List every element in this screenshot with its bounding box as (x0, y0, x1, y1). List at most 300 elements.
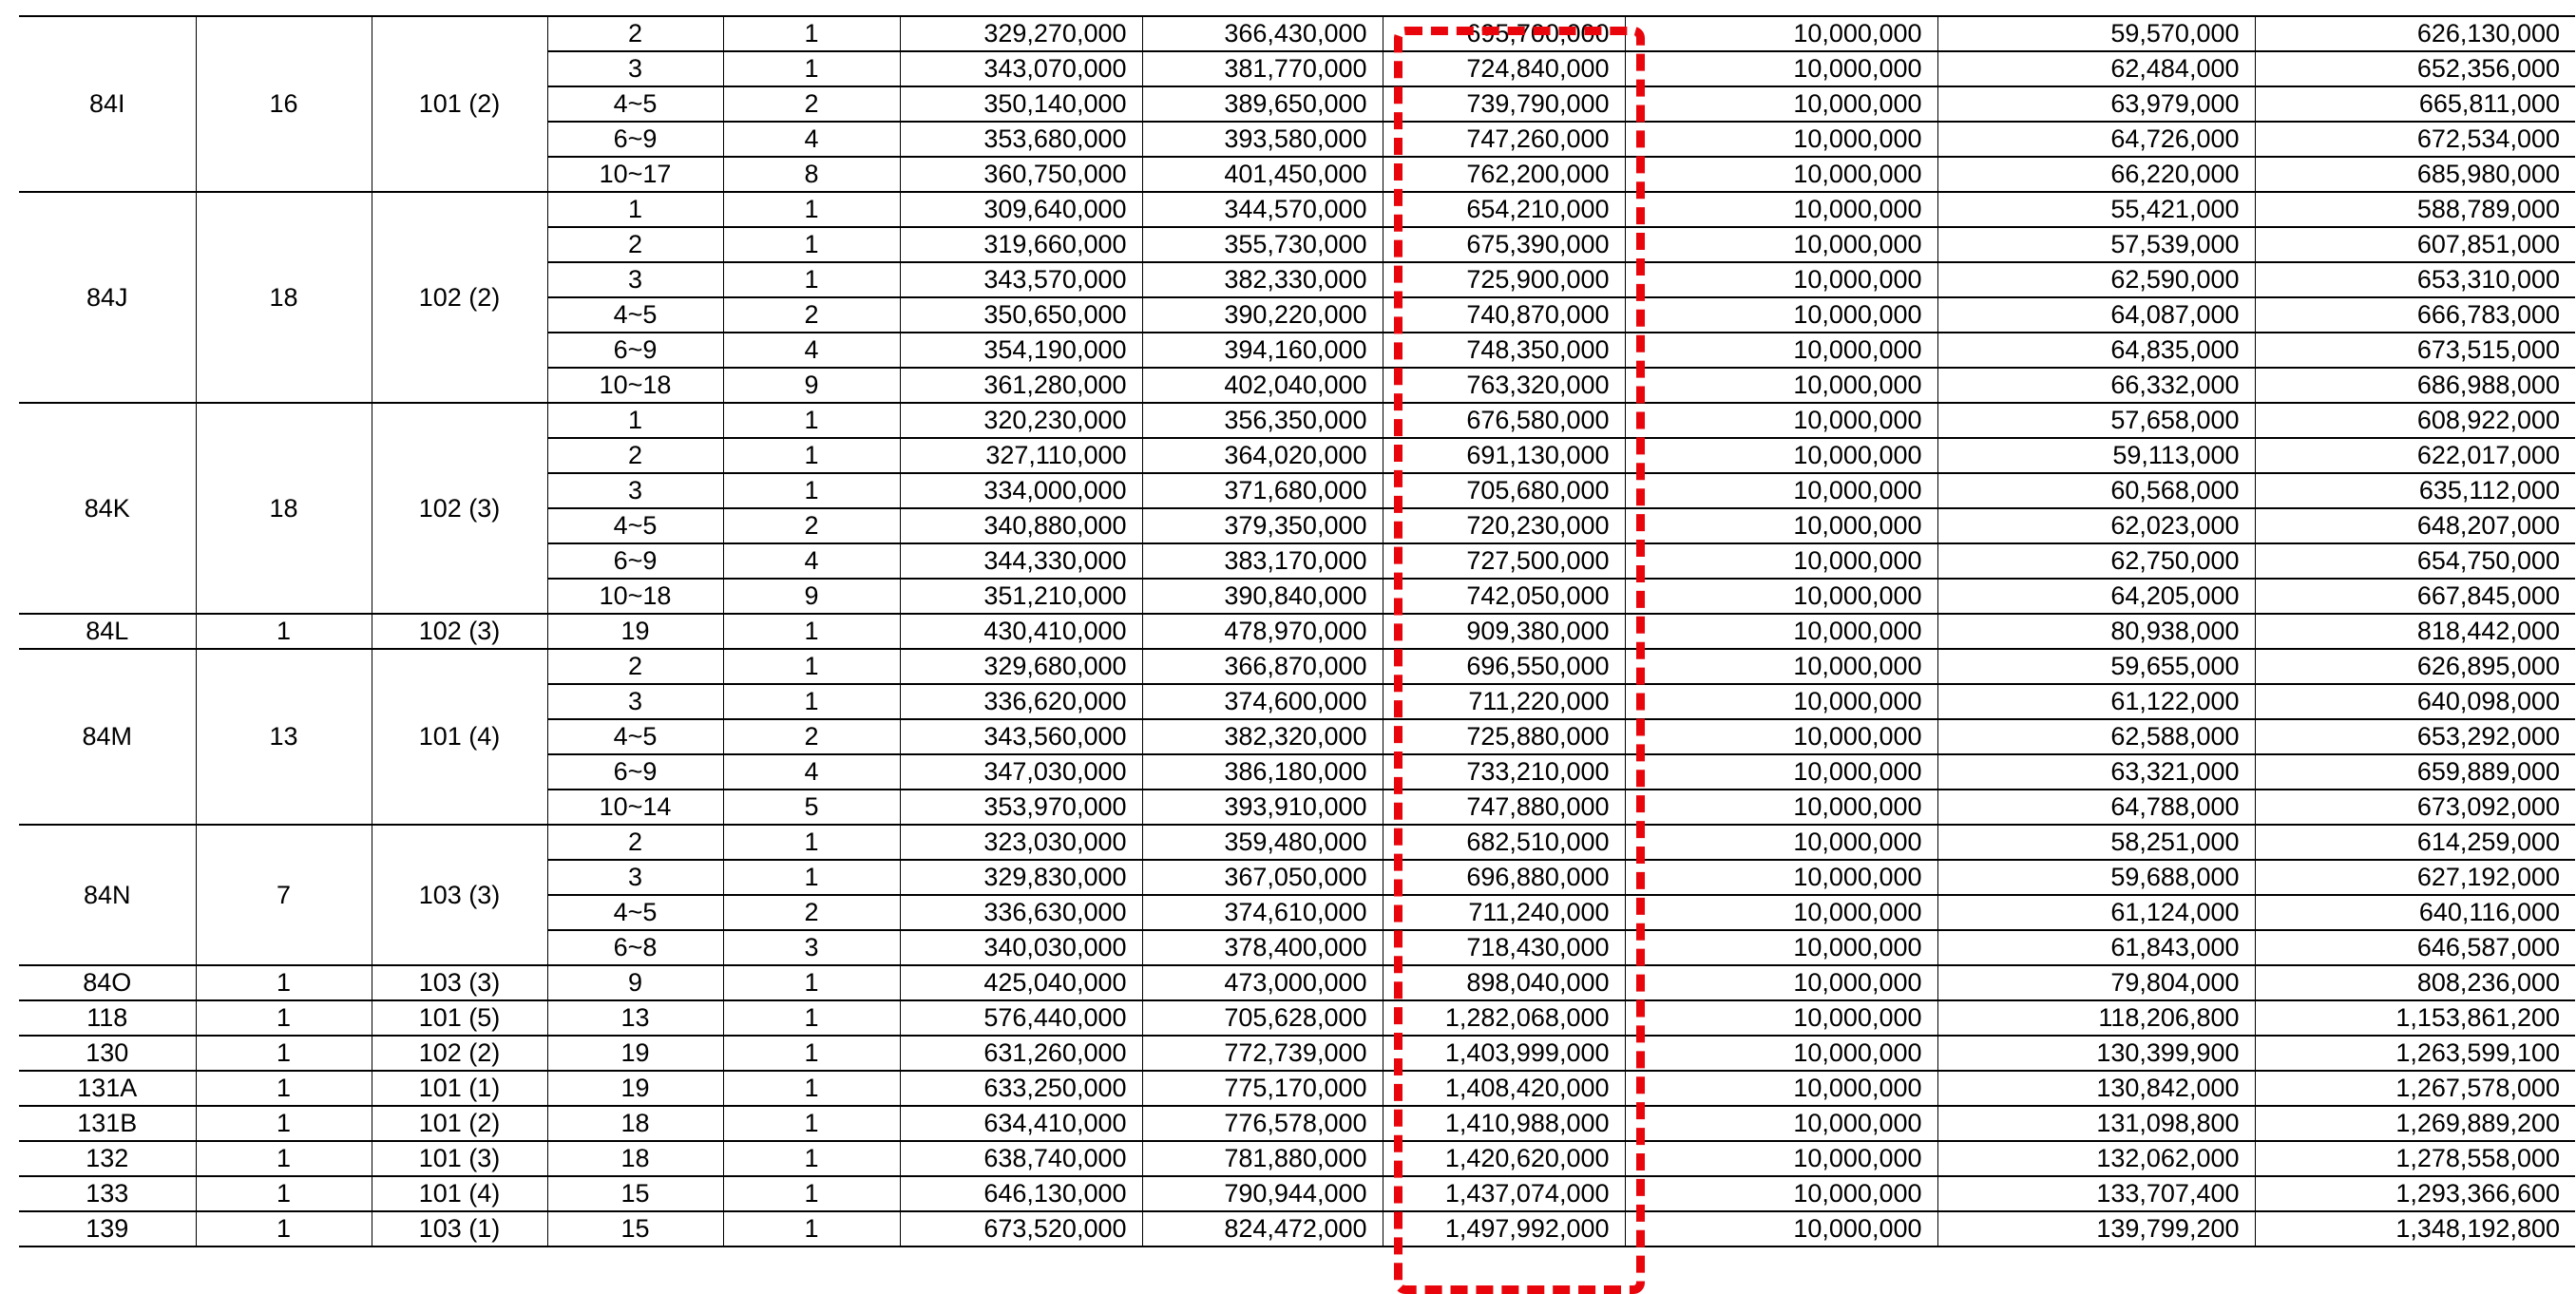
cell-floor: 3 (547, 860, 723, 895)
cell-land-price: 350,140,000 (900, 86, 1142, 122)
cell-land-price: 631,260,000 (900, 1036, 1142, 1071)
cell-total-price: 725,900,000 (1383, 262, 1625, 297)
cell-land-price: 340,030,000 (900, 930, 1142, 965)
cell-building-price: 367,050,000 (1142, 860, 1383, 895)
cell-floor: 6~9 (547, 122, 723, 157)
table-row (19, 1071, 2575, 1106)
cell-building-price: 705,628,000 (1142, 1000, 1383, 1036)
cell-land-price: 327,110,000 (900, 438, 1142, 473)
cell-contract-deposit: 10,000,000 (1625, 227, 1937, 262)
cell-floor: 1 (547, 403, 723, 438)
cell-middle-payment: 59,570,000 (1937, 16, 2255, 51)
cell-floor: 3 (547, 51, 723, 86)
cell-middle-payment: 130,842,000 (1937, 1071, 2255, 1106)
cell-unit-count: 1 (723, 1106, 900, 1141)
cell-unit-count: 2 (723, 86, 900, 122)
cell-middle-payment: 55,421,000 (1937, 192, 2255, 227)
cell-unit-count: 1 (723, 403, 900, 438)
cell-type: 84K (19, 403, 196, 614)
cell-floor: 10~18 (547, 368, 723, 403)
cell-total-price: 705,680,000 (1383, 473, 1625, 508)
cell-balance: 622,017,000 (2255, 438, 2575, 473)
cell-floor: 6~9 (547, 754, 723, 790)
cell-contract-deposit: 10,000,000 (1625, 860, 1937, 895)
cell-building-price: 382,330,000 (1142, 262, 1383, 297)
cell-building-price: 394,160,000 (1142, 333, 1383, 368)
cell-balance: 1,269,889,200 (2255, 1106, 2575, 1141)
cell-land-price: 343,570,000 (900, 262, 1142, 297)
cell-unit-count: 1 (723, 649, 900, 684)
cell-floor: 2 (547, 227, 723, 262)
cell-households: 1 (196, 1071, 372, 1106)
cell-total-price: 1,410,988,000 (1383, 1106, 1625, 1141)
cell-unit-count: 5 (723, 790, 900, 825)
cell-middle-payment: 64,087,000 (1937, 297, 2255, 333)
cell-unit-count: 1 (723, 16, 900, 51)
cell-unit-count: 9 (723, 579, 900, 614)
cell-unit-count: 1 (723, 438, 900, 473)
cell-total-price: 718,430,000 (1383, 930, 1625, 965)
cell-total-price: 1,437,074,000 (1383, 1176, 1625, 1211)
cell-building-line: 101 (1) (372, 1071, 547, 1106)
table-row (19, 1176, 2575, 1211)
cell-balance: 1,293,366,600 (2255, 1176, 2575, 1211)
cell-middle-payment: 62,023,000 (1937, 508, 2255, 543)
cell-land-price: 347,030,000 (900, 754, 1142, 790)
cell-floor: 1 (547, 192, 723, 227)
cell-unit-count: 1 (723, 614, 900, 649)
cell-middle-payment: 63,979,000 (1937, 86, 2255, 122)
cell-building-price: 366,870,000 (1142, 649, 1383, 684)
cell-balance: 1,263,599,100 (2255, 1036, 2575, 1071)
cell-land-price: 430,410,000 (900, 614, 1142, 649)
cell-unit-count: 4 (723, 754, 900, 790)
cell-contract-deposit: 10,000,000 (1625, 122, 1937, 157)
cell-land-price: 320,230,000 (900, 403, 1142, 438)
cell-total-price: 742,050,000 (1383, 579, 1625, 614)
cell-total-price: 748,350,000 (1383, 333, 1625, 368)
cell-floor: 3 (547, 473, 723, 508)
cell-contract-deposit: 10,000,000 (1625, 192, 1937, 227)
cell-floor: 15 (547, 1211, 723, 1246)
cell-total-price: 727,500,000 (1383, 543, 1625, 579)
cell-total-price: 691,130,000 (1383, 438, 1625, 473)
cell-unit-count: 1 (723, 473, 900, 508)
table-row (19, 614, 2575, 649)
cell-middle-payment: 59,688,000 (1937, 860, 2255, 895)
cell-contract-deposit: 10,000,000 (1625, 1000, 1937, 1036)
cell-unit-count: 4 (723, 333, 900, 368)
cell-land-price: 353,970,000 (900, 790, 1142, 825)
cell-floor: 18 (547, 1141, 723, 1176)
cell-total-price: 720,230,000 (1383, 508, 1625, 543)
cell-balance: 608,922,000 (2255, 403, 2575, 438)
cell-type: 132 (19, 1141, 196, 1176)
cell-building-price: 401,450,000 (1142, 157, 1383, 192)
cell-land-price: 323,030,000 (900, 825, 1142, 860)
cell-balance: 1,278,558,000 (2255, 1141, 2575, 1176)
cell-middle-payment: 59,655,000 (1937, 649, 2255, 684)
cell-type: 130 (19, 1036, 196, 1071)
cell-building-price: 364,020,000 (1142, 438, 1383, 473)
cell-contract-deposit: 10,000,000 (1625, 1036, 1937, 1071)
cell-type: 84J (19, 192, 196, 403)
cell-floor: 19 (547, 1071, 723, 1106)
cell-land-price: 350,650,000 (900, 297, 1142, 333)
cell-floor: 6~8 (547, 930, 723, 965)
cell-contract-deposit: 10,000,000 (1625, 1106, 1937, 1141)
cell-total-price: 909,380,000 (1383, 614, 1625, 649)
cell-building-price: 381,770,000 (1142, 51, 1383, 86)
cell-building-price: 390,220,000 (1142, 297, 1383, 333)
cell-building-price: 478,970,000 (1142, 614, 1383, 649)
cell-floor: 4~5 (547, 297, 723, 333)
cell-balance: 646,587,000 (2255, 930, 2575, 965)
cell-unit-count: 2 (723, 297, 900, 333)
cell-middle-payment: 63,321,000 (1937, 754, 2255, 790)
table-row (19, 1036, 2575, 1071)
cell-land-price: 646,130,000 (900, 1176, 1142, 1211)
cell-middle-payment: 60,568,000 (1937, 473, 2255, 508)
cell-land-price: 329,270,000 (900, 16, 1142, 51)
cell-building-price: 344,570,000 (1142, 192, 1383, 227)
cell-contract-deposit: 10,000,000 (1625, 790, 1937, 825)
cell-building-price: 374,600,000 (1142, 684, 1383, 719)
price-table-container (19, 15, 2575, 1247)
cell-contract-deposit: 10,000,000 (1625, 684, 1937, 719)
cell-contract-deposit: 10,000,000 (1625, 1071, 1937, 1106)
cell-floor: 6~9 (547, 333, 723, 368)
cell-floor: 4~5 (547, 86, 723, 122)
cell-balance: 653,292,000 (2255, 719, 2575, 754)
cell-building-price: 393,580,000 (1142, 122, 1383, 157)
cell-floor: 2 (547, 16, 723, 51)
table-row (19, 192, 2575, 227)
cell-building-price: 379,350,000 (1142, 508, 1383, 543)
cell-contract-deposit: 10,000,000 (1625, 965, 1937, 1000)
cell-middle-payment: 66,220,000 (1937, 157, 2255, 192)
cell-balance: 666,783,000 (2255, 297, 2575, 333)
cell-floor: 10~18 (547, 579, 723, 614)
cell-households: 18 (196, 403, 372, 614)
cell-land-price: 334,000,000 (900, 473, 1142, 508)
cell-land-price: 329,680,000 (900, 649, 1142, 684)
cell-total-price: 711,220,000 (1383, 684, 1625, 719)
cell-building-price: 383,170,000 (1142, 543, 1383, 579)
cell-floor: 10~14 (547, 790, 723, 825)
cell-contract-deposit: 10,000,000 (1625, 157, 1937, 192)
cell-middle-payment: 57,658,000 (1937, 403, 2255, 438)
cell-contract-deposit: 10,000,000 (1625, 543, 1937, 579)
cell-households: 13 (196, 649, 372, 825)
cell-land-price: 673,520,000 (900, 1211, 1142, 1246)
cell-building-line: 103 (3) (372, 825, 547, 965)
cell-unit-count: 2 (723, 895, 900, 930)
table-row (19, 1106, 2575, 1141)
cell-total-price: 695,700,000 (1383, 16, 1625, 51)
cell-type: 139 (19, 1211, 196, 1246)
cell-land-price: 425,040,000 (900, 965, 1142, 1000)
cell-unit-count: 1 (723, 1141, 900, 1176)
cell-unit-count: 1 (723, 965, 900, 1000)
cell-floor: 3 (547, 684, 723, 719)
cell-land-price: 336,620,000 (900, 684, 1142, 719)
cell-contract-deposit: 10,000,000 (1625, 86, 1937, 122)
cell-unit-count: 1 (723, 684, 900, 719)
cell-contract-deposit: 10,000,000 (1625, 579, 1937, 614)
cell-building-price: 386,180,000 (1142, 754, 1383, 790)
cell-balance: 1,153,861,200 (2255, 1000, 2575, 1036)
cell-type: 84N (19, 825, 196, 965)
cell-total-price: 1,408,420,000 (1383, 1071, 1625, 1106)
cell-building-price: 393,910,000 (1142, 790, 1383, 825)
cell-total-price: 1,282,068,000 (1383, 1000, 1625, 1036)
cell-building-line: 103 (3) (372, 965, 547, 1000)
cell-land-price: 351,210,000 (900, 579, 1142, 614)
cell-total-price: 696,550,000 (1383, 649, 1625, 684)
cell-balance: 818,442,000 (2255, 614, 2575, 649)
cell-middle-payment: 61,124,000 (1937, 895, 2255, 930)
cell-contract-deposit: 10,000,000 (1625, 825, 1937, 860)
cell-balance: 672,534,000 (2255, 122, 2575, 157)
cell-unit-count: 1 (723, 825, 900, 860)
cell-land-price: 361,280,000 (900, 368, 1142, 403)
cell-balance: 1,267,578,000 (2255, 1071, 2575, 1106)
cell-unit-count: 2 (723, 508, 900, 543)
cell-balance: 626,895,000 (2255, 649, 2575, 684)
cell-unit-count: 8 (723, 157, 900, 192)
cell-floor: 4~5 (547, 508, 723, 543)
cell-households: 16 (196, 16, 372, 192)
cell-unit-count: 2 (723, 719, 900, 754)
cell-contract-deposit: 10,000,000 (1625, 719, 1937, 754)
cell-type: 133 (19, 1176, 196, 1211)
cell-unit-count: 4 (723, 122, 900, 157)
table-row (19, 403, 2575, 438)
cell-floor: 2 (547, 825, 723, 860)
cell-building-price: 390,840,000 (1142, 579, 1383, 614)
cell-floor: 4~5 (547, 895, 723, 930)
cell-balance: 654,750,000 (2255, 543, 2575, 579)
cell-land-price: 340,880,000 (900, 508, 1142, 543)
cell-unit-count: 1 (723, 1176, 900, 1211)
cell-balance: 667,845,000 (2255, 579, 2575, 614)
cell-contract-deposit: 10,000,000 (1625, 508, 1937, 543)
cell-unit-count: 1 (723, 262, 900, 297)
cell-households: 1 (196, 1176, 372, 1211)
cell-building-price: 790,944,000 (1142, 1176, 1383, 1211)
cell-middle-payment: 79,804,000 (1937, 965, 2255, 1000)
cell-middle-payment: 66,332,000 (1937, 368, 2255, 403)
cell-middle-payment: 139,799,200 (1937, 1211, 2255, 1246)
cell-building-price: 356,350,000 (1142, 403, 1383, 438)
cell-total-price: 675,390,000 (1383, 227, 1625, 262)
cell-contract-deposit: 10,000,000 (1625, 1176, 1937, 1211)
cell-balance: 614,259,000 (2255, 825, 2575, 860)
cell-floor: 19 (547, 1036, 723, 1071)
cell-unit-count: 1 (723, 1036, 900, 1071)
cell-balance: 686,988,000 (2255, 368, 2575, 403)
cell-building-price: 359,480,000 (1142, 825, 1383, 860)
cell-contract-deposit: 10,000,000 (1625, 754, 1937, 790)
cell-middle-payment: 57,539,000 (1937, 227, 2255, 262)
cell-unit-count: 1 (723, 1211, 900, 1246)
cell-floor: 6~9 (547, 543, 723, 579)
cell-households: 1 (196, 1211, 372, 1246)
cell-total-price: 696,880,000 (1383, 860, 1625, 895)
cell-total-price: 724,840,000 (1383, 51, 1625, 86)
cell-total-price: 676,580,000 (1383, 403, 1625, 438)
cell-total-price: 1,497,992,000 (1383, 1211, 1625, 1246)
cell-unit-count: 4 (723, 543, 900, 579)
price-table-body (19, 16, 2575, 1246)
cell-contract-deposit: 10,000,000 (1625, 438, 1937, 473)
cell-unit-count: 1 (723, 860, 900, 895)
cell-households: 1 (196, 1106, 372, 1141)
cell-balance: 685,980,000 (2255, 157, 2575, 192)
cell-floor: 10~17 (547, 157, 723, 192)
cell-land-price: 634,410,000 (900, 1106, 1142, 1141)
cell-contract-deposit: 10,000,000 (1625, 930, 1937, 965)
cell-households: 1 (196, 965, 372, 1000)
cell-middle-payment: 58,251,000 (1937, 825, 2255, 860)
cell-middle-payment: 132,062,000 (1937, 1141, 2255, 1176)
cell-land-price: 343,560,000 (900, 719, 1142, 754)
table-row (19, 1211, 2575, 1246)
cell-unit-count: 3 (723, 930, 900, 965)
cell-floor: 13 (547, 1000, 723, 1036)
cell-total-price: 747,260,000 (1383, 122, 1625, 157)
cell-middle-payment: 133,707,400 (1937, 1176, 2255, 1211)
cell-contract-deposit: 10,000,000 (1625, 1141, 1937, 1176)
cell-balance: 659,889,000 (2255, 754, 2575, 790)
cell-building-price: 824,472,000 (1142, 1211, 1383, 1246)
cell-contract-deposit: 10,000,000 (1625, 473, 1937, 508)
cell-total-price: 747,880,000 (1383, 790, 1625, 825)
cell-building-line: 102 (3) (372, 614, 547, 649)
cell-contract-deposit: 10,000,000 (1625, 51, 1937, 86)
cell-balance: 588,789,000 (2255, 192, 2575, 227)
cell-households: 1 (196, 614, 372, 649)
cell-middle-payment: 61,843,000 (1937, 930, 2255, 965)
table-row (19, 649, 2575, 684)
cell-balance: 1,348,192,800 (2255, 1211, 2575, 1246)
cell-building-price: 378,400,000 (1142, 930, 1383, 965)
cell-land-price: 336,630,000 (900, 895, 1142, 930)
cell-type: 84I (19, 16, 196, 192)
cell-total-price: 654,210,000 (1383, 192, 1625, 227)
price-table (19, 15, 2575, 1247)
cell-building-price: 402,040,000 (1142, 368, 1383, 403)
cell-total-price: 733,210,000 (1383, 754, 1625, 790)
cell-contract-deposit: 10,000,000 (1625, 16, 1937, 51)
cell-households: 18 (196, 192, 372, 403)
cell-contract-deposit: 10,000,000 (1625, 649, 1937, 684)
cell-building-price: 772,739,000 (1142, 1036, 1383, 1071)
cell-type: 84M (19, 649, 196, 825)
cell-balance: 626,130,000 (2255, 16, 2575, 51)
table-row (19, 965, 2575, 1000)
cell-balance: 627,192,000 (2255, 860, 2575, 895)
cell-building-line: 103 (1) (372, 1211, 547, 1246)
cell-middle-payment: 80,938,000 (1937, 614, 2255, 649)
cell-total-price: 1,403,999,000 (1383, 1036, 1625, 1071)
cell-land-price: 329,830,000 (900, 860, 1142, 895)
cell-contract-deposit: 10,000,000 (1625, 1211, 1937, 1246)
cell-building-line: 101 (4) (372, 1176, 547, 1211)
cell-type: 118 (19, 1000, 196, 1036)
cell-balance: 635,112,000 (2255, 473, 2575, 508)
cell-type: 84O (19, 965, 196, 1000)
cell-building-price: 473,000,000 (1142, 965, 1383, 1000)
cell-type: 131B (19, 1106, 196, 1141)
cell-land-price: 344,330,000 (900, 543, 1142, 579)
cell-floor: 4~5 (547, 719, 723, 754)
cell-balance: 607,851,000 (2255, 227, 2575, 262)
cell-middle-payment: 62,750,000 (1937, 543, 2255, 579)
cell-total-price: 725,880,000 (1383, 719, 1625, 754)
cell-building-line: 101 (2) (372, 16, 547, 192)
cell-balance: 665,811,000 (2255, 86, 2575, 122)
cell-balance: 653,310,000 (2255, 262, 2575, 297)
cell-building-line: 102 (3) (372, 403, 547, 614)
cell-contract-deposit: 10,000,000 (1625, 262, 1937, 297)
cell-type: 84L (19, 614, 196, 649)
cell-building-price: 776,578,000 (1142, 1106, 1383, 1141)
cell-middle-payment: 62,588,000 (1937, 719, 2255, 754)
cell-unit-count: 1 (723, 51, 900, 86)
cell-type: 131A (19, 1071, 196, 1106)
cell-floor: 2 (547, 438, 723, 473)
cell-total-price: 1,420,620,000 (1383, 1141, 1625, 1176)
cell-middle-payment: 62,590,000 (1937, 262, 2255, 297)
cell-floor: 19 (547, 614, 723, 649)
cell-middle-payment: 59,113,000 (1937, 438, 2255, 473)
cell-unit-count: 1 (723, 1000, 900, 1036)
cell-total-price: 682,510,000 (1383, 825, 1625, 860)
cell-middle-payment: 62,484,000 (1937, 51, 2255, 86)
cell-building-line: 102 (2) (372, 1036, 547, 1071)
cell-balance: 640,116,000 (2255, 895, 2575, 930)
cell-balance: 808,236,000 (2255, 965, 2575, 1000)
cell-balance: 648,207,000 (2255, 508, 2575, 543)
cell-households: 1 (196, 1000, 372, 1036)
cell-middle-payment: 64,205,000 (1937, 579, 2255, 614)
cell-total-price: 740,870,000 (1383, 297, 1625, 333)
cell-balance: 640,098,000 (2255, 684, 2575, 719)
cell-building-price: 382,320,000 (1142, 719, 1383, 754)
cell-floor: 9 (547, 965, 723, 1000)
cell-building-price: 371,680,000 (1142, 473, 1383, 508)
table-row (19, 825, 2575, 860)
cell-unit-count: 1 (723, 192, 900, 227)
cell-middle-payment: 130,399,900 (1937, 1036, 2255, 1071)
cell-households: 1 (196, 1141, 372, 1176)
cell-building-line: 102 (2) (372, 192, 547, 403)
cell-land-price: 343,070,000 (900, 51, 1142, 86)
cell-total-price: 763,320,000 (1383, 368, 1625, 403)
cell-middle-payment: 64,788,000 (1937, 790, 2255, 825)
cell-balance: 652,356,000 (2255, 51, 2575, 86)
cell-land-price: 633,250,000 (900, 1071, 1142, 1106)
cell-total-price: 762,200,000 (1383, 157, 1625, 192)
cell-contract-deposit: 10,000,000 (1625, 403, 1937, 438)
cell-households: 1 (196, 1036, 372, 1071)
cell-building-price: 374,610,000 (1142, 895, 1383, 930)
cell-building-price: 355,730,000 (1142, 227, 1383, 262)
cell-building-line: 101 (4) (372, 649, 547, 825)
cell-contract-deposit: 10,000,000 (1625, 614, 1937, 649)
